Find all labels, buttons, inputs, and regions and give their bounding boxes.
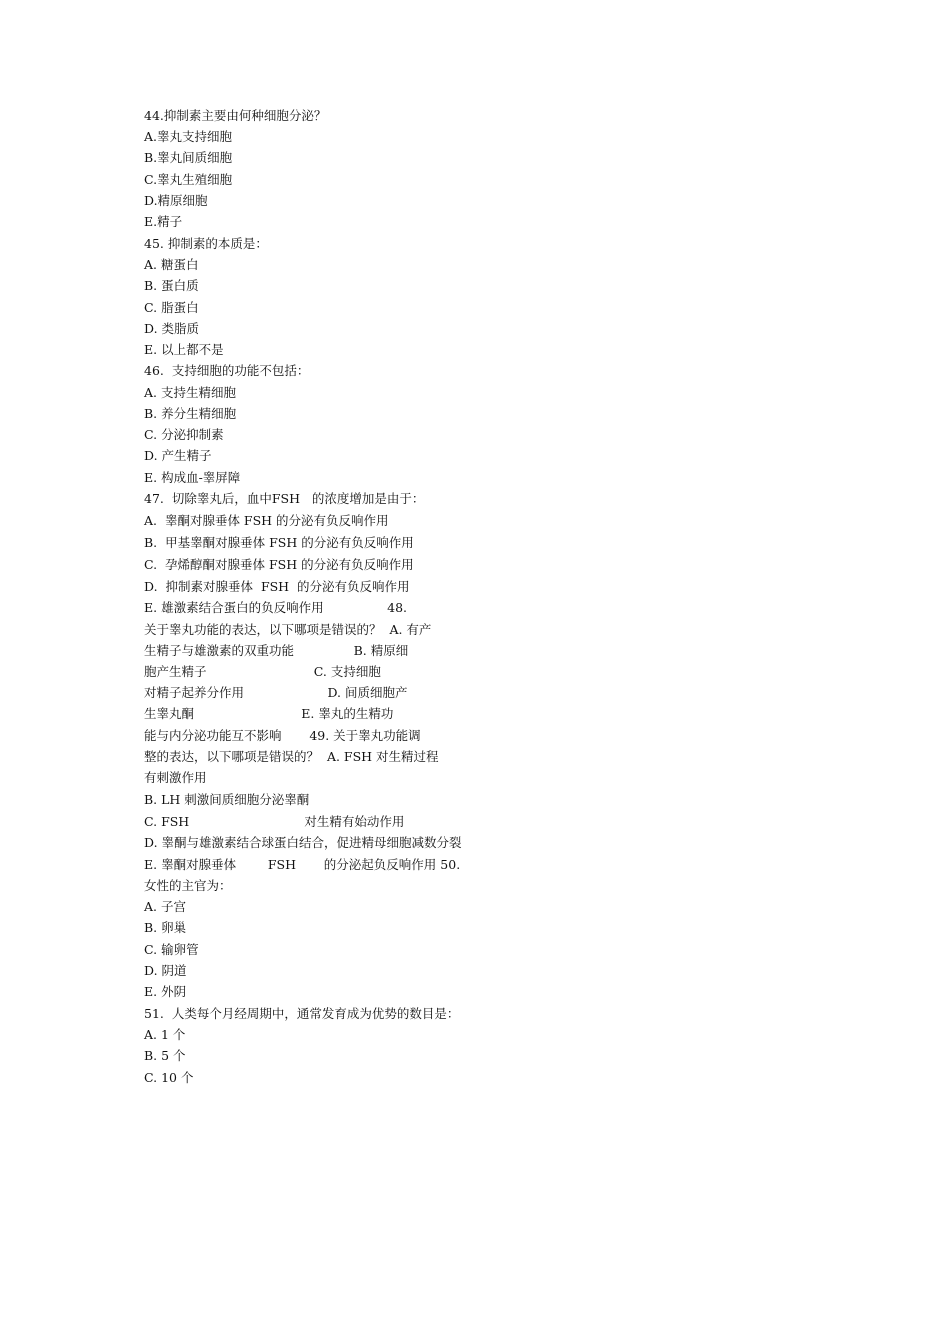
option-45-d: D. 类脂质: [144, 321, 200, 336]
option-47-b: B. 甲基睾酮对腺垂体 FSH 的分泌有负反响作用: [144, 535, 414, 550]
option-45-b: B. 蛋白质: [144, 278, 199, 293]
option-47-d: D. 抑制素对腺垂体 FSH 的分泌有负反响作用: [144, 579, 410, 594]
option-49-d: D. 睾酮与雄激素结合球蛋白结合，促进精母细胞减数分裂: [144, 835, 462, 850]
option-45-c: C. 脂蛋白: [144, 300, 199, 315]
option-50-c: C. 输卵管: [144, 942, 199, 957]
question-44: 44.抑制素主要由何种细胞分泌？: [144, 108, 327, 123]
option-44-a: A.睾丸支持细胞: [144, 129, 233, 144]
option-46-b: B. 养分生精细胞: [144, 406, 237, 421]
paragraph-line: 生精子与雄激素的双重功能 B. 精原细: [144, 643, 409, 658]
option-49-b: B. LH 刺激间质细胞分泌睾酮: [144, 792, 310, 807]
option-51-a: A. 1 个: [144, 1027, 186, 1042]
option-49-e: E. 睾酮对腺垂体 FSH 的分泌起负反响作用 50.: [144, 857, 461, 872]
option-50-e: E. 外阴: [144, 984, 187, 999]
question-46: 46. 支持细胞的功能不包括：: [144, 363, 310, 378]
option-49-c: C. FSH 对生精有始动作用: [144, 814, 405, 829]
question-47: 47. 切除睾丸后，血中FSH 的浓度增加是由于：: [144, 491, 425, 506]
paragraph-line: 对精子起养分作用 D. 间质细胞产: [144, 685, 408, 700]
option-45-e: E. 以上都不是: [144, 342, 224, 357]
option-45-a: A. 糖蛋白: [144, 257, 199, 272]
question-45: 45. 抑制素的本质是：: [144, 236, 268, 251]
option-51-b: B. 5 个: [144, 1048, 186, 1063]
option-50-d: D. 阴道: [144, 963, 187, 978]
option-50-b: B. 卵巢: [144, 920, 187, 935]
option-46-a: A. 支持生精细胞: [144, 385, 236, 400]
question-51: 51. 人类每个月经周期中，通常发育成为优势的数目是：: [144, 1006, 460, 1021]
option-47-c: C. 孕烯醇酮对腺垂体 FSH 的分泌有负反响作用: [144, 557, 414, 572]
option-46-e: E. 构成血-睾屏障: [144, 470, 241, 485]
paragraph-line: 关于睾丸功能的表达，以下哪项是错误的？ A. 有产: [144, 622, 432, 637]
option-44-e: E.精子: [144, 214, 183, 229]
option-46-c: C. 分泌抑制素: [144, 427, 224, 442]
option-44-b: B.睾丸间质细胞: [144, 150, 233, 165]
option-44-c: C.睾丸生殖细胞: [144, 172, 233, 187]
paragraph-line: 胞产生精子 C. 支持细胞: [144, 664, 381, 679]
option-47-a: A. 睾酮对腺垂体 FSH 的分泌有负反响作用: [144, 513, 389, 528]
paragraph-line: 生睾丸酮 E. 睾丸的生精功: [144, 706, 394, 721]
option-47-e: E. 雄激素结合蛋白的负反响作用 48.: [144, 600, 408, 615]
option-51-c: C. 10 个: [144, 1070, 194, 1085]
option-44-d: D.精原细胞: [144, 193, 208, 208]
paragraph-line: 整的表达，以下哪项是错误的？ A. FSH 对生精过程: [144, 749, 439, 764]
paragraph-line: 能与内分泌功能互不影响 49. 关于睾丸功能调: [144, 728, 421, 743]
question-50: 女性的主官为：: [144, 878, 232, 893]
option-46-d: D. 产生精子: [144, 448, 212, 463]
option-50-a: A. 子宫: [144, 899, 186, 914]
paragraph-line: 有刺激作用: [144, 770, 207, 785]
